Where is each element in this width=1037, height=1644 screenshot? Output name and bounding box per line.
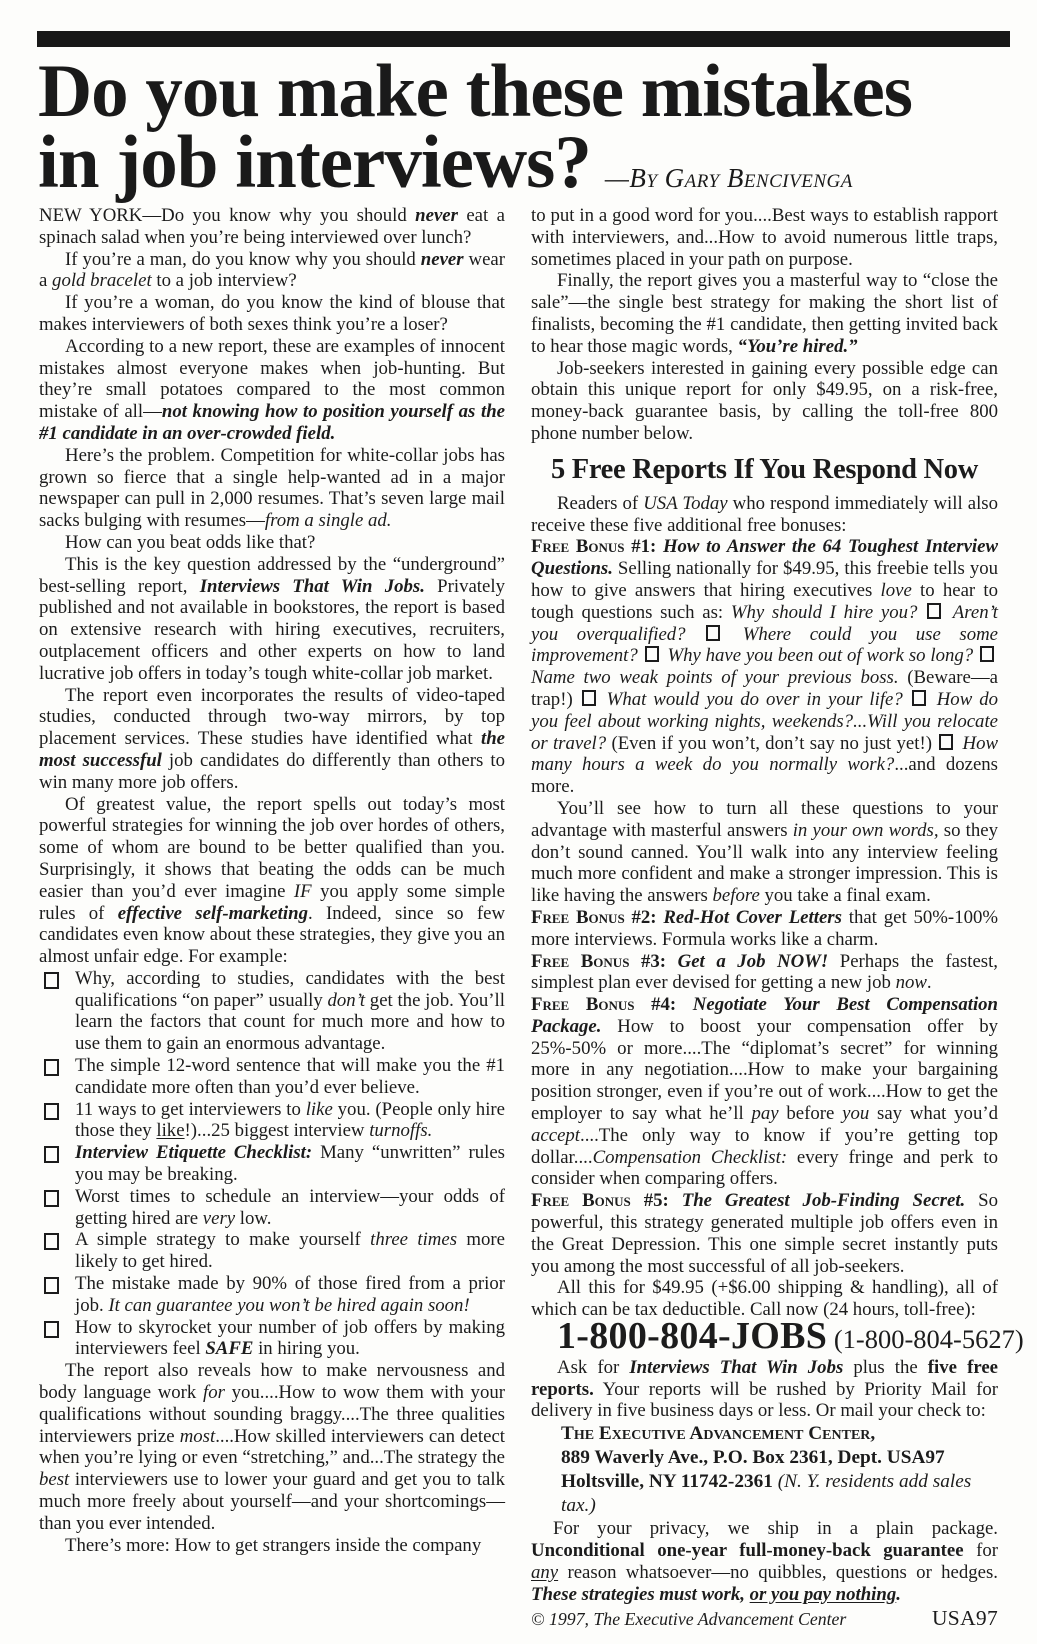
headline-line1: Do you make these mistakes — [38, 50, 912, 133]
headline-line2-text: in job interviews? — [38, 121, 591, 204]
bullet-text: How to skyrocket your number of job offers by making interviewers feel SAFE in hiring you. — [75, 1316, 505, 1360]
checkbox-icon — [927, 603, 941, 619]
address-line: Holtsville, NY 11742-2361 (N. Y. residents add sales tax.) — [561, 1471, 972, 1517]
paragraph: The report also reveals how to make nervousness and body language work for you....How to wow them with your qualifications without sounding braggy....The three qualities interviewers prize most....How skilled interviewers can detect when you’re lying or even “stretching,” and...The strategy the best interviewers use to lower your guard and get you to talk much more freely about yourself—and your shortcomings—than you ever intended. — [39, 1360, 506, 1534]
checkbox-icon — [44, 1277, 59, 1294]
top-rule — [37, 31, 1010, 47]
body-columns — [39, 205, 1024, 1631]
paragraph: How can you beat odds like that? — [65, 531, 316, 553]
paragraph: Readers of USA Today who respond immediately will also receive these five additional free bonuses: — [531, 492, 998, 536]
address-line: 889 Waverly Ave., P.O. Box 2361, Dept. USA97 — [561, 1447, 945, 1469]
copyright-notice: © 1997, The Executive Advancement Center — [531, 1609, 847, 1630]
checkbox-icon — [44, 1146, 59, 1163]
paragraph: For your privacy, we ship in a plain package. — [553, 1518, 998, 1540]
paragraph: Free Bonus #2: Red-Hot Cover Letters that get 50%-100% more interviews. Formula works like a charm. — [531, 906, 999, 950]
phone-number-vanity: 1-800-804-JOBS — [557, 1315, 828, 1358]
paragraph: The report even incorporates the results of video-taped studies, conducted through two-way mirrors, by top placement services. These studies have identified what the most successful job candidates do differently than others to win many more job offers. — [39, 684, 505, 793]
paragraph: Finally, the report gives you a masterful way to “close the sale”—the single best strategy for making the short list of finalists, becoming the #1 candidate, then getting invited back to hear those magic words, “You’re hired.” — [531, 270, 998, 357]
address-line: The Executive Advancement Center, — [561, 1423, 876, 1445]
headline — [38, 50, 1018, 214]
paragraph: Unconditional one-year full-money-back guarantee for any reason whatsoever—no quibbles, questions or hedges. These strategies must work, or you pay nothing. — [531, 1540, 998, 1605]
checkbox-icon — [44, 1233, 59, 1250]
paragraph: According to a new report, these are examples of innocent mistakes almost everyone makes when job-hunting. But they’re small potatoes compared to the most common mistake of all—not knowing how to position yourself as the #1 candidate in an over-crowded field. — [39, 335, 505, 444]
bullet-text: Why, according to studies, candidates with the best qualifications “on paper” usually don’t get the job. You’ll learn the factors that count for much more and how to use them to gain an enormous advantage. — [75, 967, 505, 1055]
bullet-item — [39, 1186, 505, 1230]
paragraph: Free Bonus #4: Negotiate Your Best Compensation Package. How to boost your compensation offer by 25%-50% or more....The “diplomat’s secret” for winning more in any negotiation....How to make your bargaining position stronger, even if you’re out of work....How to get the employer to say what he’ll pay before you say what you’d accept....The only way to know if you’re getting top dollar....Compensation Checklist: every fringe and perk to consider when comparing offers. — [531, 994, 999, 1190]
bullet-item — [39, 1055, 505, 1099]
right-column — [531, 205, 1024, 1631]
paragraph: Here’s the problem. Competition for white-collar jobs has grown so fierce that a single help-wanted ad in a major newspaper can pull in 2,000 resumes. That’s seven large mail sacks bulging with resumes—from a single ad. — [39, 444, 505, 532]
checkbox-icon — [44, 972, 59, 989]
checkbox-icon — [939, 734, 953, 750]
bullet-text: A simple strategy to make yourself three times more likely to get hired. — [75, 1229, 505, 1273]
bullet-text: Worst times to schedule an interview—your odds of getting hired are very low. — [75, 1185, 505, 1229]
paragraph: All this for $49.95 (+$6.00 shipping & handling), all of which can be tax deductible. Call now (24 hours, toll-free): — [531, 1277, 998, 1321]
paragraph: Free Bonus #3: Get a Job NOW! Perhaps the fastest, simplest plan ever devised for getting a new job now. — [531, 950, 999, 994]
checkbox-icon — [44, 1190, 59, 1207]
bullet-text: Interview Etiquette Checklist: Many “unwritten” rules you may be breaking. — [75, 1142, 505, 1186]
bullet-text: 11 ways to get interviewers to like you. (People only hire those they like!)...25 biggest interview turnoffs. — [75, 1098, 506, 1142]
bullet-item — [39, 1142, 505, 1186]
bullet-item — [39, 1317, 505, 1361]
headline-line2 — [38, 121, 1018, 214]
bullet-text: The simple 12-word sentence that will make you the #1 candidate more often than you’d ever believe. — [75, 1055, 505, 1098]
checkbox-icon — [980, 646, 994, 662]
bullet-item — [39, 1099, 505, 1143]
checkbox-icon — [582, 690, 596, 706]
bullet-item — [39, 968, 505, 1055]
paragraph: Of greatest value, the report spells out today’s most powerful strategies for winning the job over hordes of others, some of whom are bound to be better qualified than you. Surprisingly, it shows that beating the odds can be much easier than you’d ever imagine IF you apply some simple rules of effective self-marketing. Indeed, since so few candidates even know about these strategies, they give you an almost unfair edge. For example: — [39, 793, 506, 968]
paragraph: to put in a good word for you....Best ways to establish rapport with interviewers, and...How to avoid numerous little traps, sometimes placed in your path on purpose. — [531, 205, 998, 270]
paragraph: NEW YORK—Do you know why you should never eat a spinach salad when you’re being interviewed over lunch? — [39, 205, 505, 248]
phone-number-line — [557, 1315, 1024, 1358]
paragraph: Free Bonus #1: How to Answer the 64 Toughest Interview Questions. Selling nationally for $49.95, this freebie tells you how to give answers that hiring executives love to hear to tough questions such as: Why should I hire you? Aren’t you overqualified? Where could you use some improvement? Why have you been out of work so long? Name two weak points of your previous boss. (Beware—a trap!) What would you do over in your life? How do you feel about working nights, weekends?...Will you relocate or travel? (Even if you won’t, don’t say no just yet!) How many hours a week do you normally work?...and dozens more. — [531, 536, 999, 798]
checkbox-icon — [912, 690, 926, 706]
paragraph: Job-seekers interested in gaining every possible edge can obtain this unique report for only $49.95, on a risk-free, money-back guarantee basis, by calling the toll-free 800 phone number below. — [531, 357, 998, 444]
checkbox-icon — [44, 1321, 59, 1338]
paragraph: You’ll see how to turn all these questions to your advantage with masterful answers in your own words, so they don’t sound canned. You’ll walk into any interview feeling much more confident and make a stronger impression. This is like having the answers before you take a final exam. — [531, 797, 999, 907]
section-heading: 5 Free Reports If You Respond Now — [550, 453, 979, 485]
bullet-text: The mistake made by 90% of those fired from a prior job. It can guarantee you won’t be hired again soon! — [75, 1273, 505, 1316]
phone-number-numeric: (1-800-804-5627) — [827, 1324, 1024, 1355]
paragraph: There’s more: How to get strangers inside the company — [65, 1534, 482, 1556]
left-column — [39, 205, 505, 1631]
bullet-item — [39, 1229, 505, 1273]
paragraph: If you’re a woman, do you know the kind of blouse that makes interviewers of both sexes think you’re a loser? — [39, 292, 505, 335]
paragraph: This is the key question addressed by the “underground” best-selling report, Interviews That Win Jobs. Privately published and not available in bookstores, the report is based on extensive research with hiring executives, recruiters, outplacement officers and other experts on how to land lucrative job offers in today’s tough white-collar job market. — [39, 553, 505, 684]
key-code: USA97 — [931, 1606, 998, 1631]
byline: —By Gary Bencivenga — [604, 163, 853, 193]
paragraph: Ask for Interviews That Win Jobs plus the five free reports. Your reports will be rushed by Priority Mail for delivery in five business days or less. Or mail your check to: — [531, 1356, 999, 1422]
paragraph: Free Bonus #5: The Greatest Job-Finding Secret. So powerful, this strategy generated multiple job offers even in the Great Depression. This one simple secret instantly puts you among the most successful of all job-seekers. — [531, 1190, 999, 1277]
bullet-item — [39, 1273, 505, 1317]
checkbox-icon — [645, 646, 659, 662]
checkbox-icon — [44, 1103, 59, 1120]
checkbox-icon — [44, 1059, 59, 1076]
checkbox-icon — [706, 625, 720, 641]
paragraph: If you’re a man, do you know why you should never wear a gold bracelet to a job interview? — [39, 248, 505, 292]
footer-row — [531, 1608, 998, 1631]
